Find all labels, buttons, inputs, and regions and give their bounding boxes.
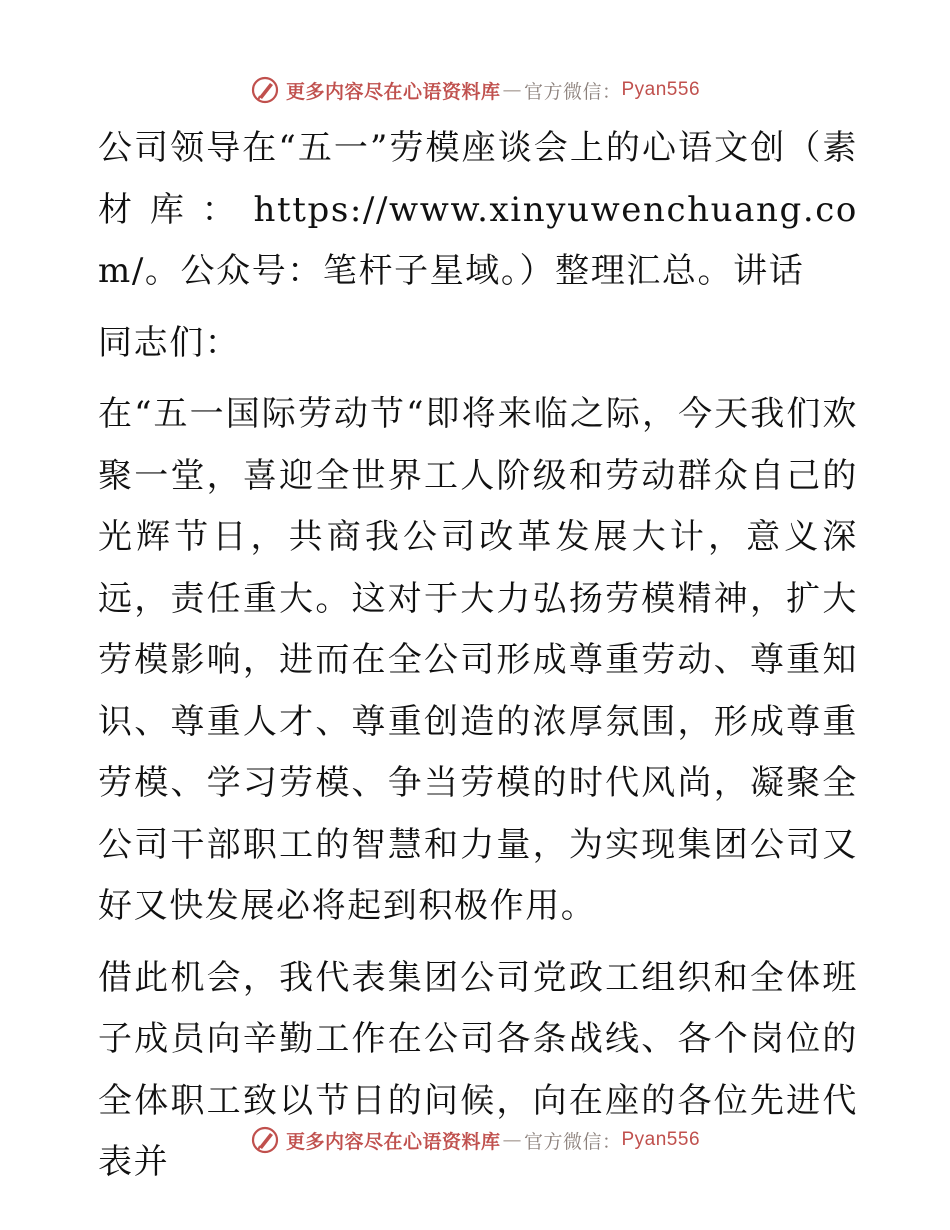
banner-account: Pyan556 (621, 1129, 701, 1150)
banner-promo-text: 更多内容尽在心语资料库 (285, 1130, 501, 1153)
quill-pen-icon (250, 1125, 280, 1155)
banner-account: Pyan556 (621, 79, 701, 100)
paragraph-2: 借此机会，我代表集团公司党政工组织和全体班子成员向辛勤工作在公司各条战线、各个岗位的全体职工致以节日的问候，向在座的各位先进代表并 (98, 957, 858, 1182)
header-banner (0, 70, 950, 110)
footer-banner (0, 1120, 950, 1160)
document-title: 公司领导在“五一”劳模座谈会上的心语文创（素材库：https://www.xinyuwenchuang.com/。公众号：笔杆子星域。）整理汇总。讲话 (98, 128, 858, 291)
salutation: 同志们： (98, 322, 241, 363)
banner-dash: — (502, 79, 522, 101)
banner-dash: — (502, 1129, 522, 1151)
document-body (98, 118, 858, 1194)
banner-official-label: 官方微信： (523, 80, 622, 103)
banner-official-label: 官方微信： (523, 1130, 622, 1153)
paragraph-1: 在“五一国际劳动节“即将来临之际，今天我们欢聚一堂，喜迎全世界工人阶级和劳动群众自己的光辉节日，共商我公司改革发展大计，意义深远，责任重大。这对于大力弘扬劳模精神，扩大劳模影响，进而在全公司形成尊重劳动、尊重知识、尊重人才、尊重创造的浓厚氛围，形成尊重劳模、学习劳模、争当劳模的时代风尚，凝聚全公司干部职工的智慧和力量，为实现集团公司又好又快发展必将起到积极作用。 (98, 394, 858, 926)
quill-pen-icon (250, 75, 280, 105)
banner-promo-text: 更多内容尽在心语资料库 (285, 80, 501, 103)
